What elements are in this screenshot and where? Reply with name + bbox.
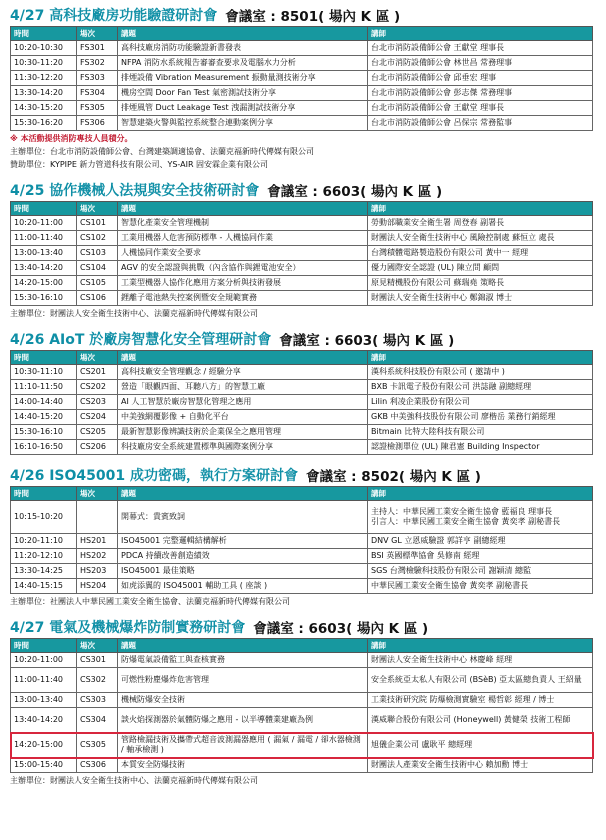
table-row bbox=[11, 693, 593, 708]
table-row bbox=[11, 261, 593, 276]
seminar-room: 會議室 : 6603( 場內 K 區 ) bbox=[253, 620, 429, 637]
session-time: 15:30-16:20 bbox=[11, 116, 77, 131]
session-time: 10:15-10:20 bbox=[11, 501, 77, 534]
table-row bbox=[11, 549, 593, 564]
session-time: 13:40-14:20 bbox=[11, 261, 77, 276]
session-topic: 最新智慧影像辨識技術於企業保全之應用管理 bbox=[118, 425, 368, 440]
table-row bbox=[11, 56, 593, 71]
header-topic: 講題 bbox=[118, 27, 368, 41]
seminar-title: 4/25 協作機械人法規與安全技術研討會 bbox=[10, 182, 260, 199]
session-code: CS206 bbox=[77, 440, 118, 455]
session-time: 13:40-14:20 bbox=[11, 708, 77, 733]
session-speaker: 台北市消防設備師公會 邱垂宏 理事 bbox=[368, 71, 593, 86]
table-header-row bbox=[11, 202, 593, 216]
session-topic: 工業用機器人危害預防標準 - 人機協同作業 bbox=[118, 231, 368, 246]
session-time: 10:20-11:00 bbox=[11, 653, 77, 668]
session-topic: 可燃性粉塵爆炸危害管理 bbox=[118, 668, 368, 693]
header-speaker: 講師 bbox=[368, 27, 593, 41]
session-code: CS104 bbox=[77, 261, 118, 276]
header-time: 時間 bbox=[11, 27, 77, 41]
session-time: 13:30-14:20 bbox=[11, 86, 77, 101]
session-speaker: SGS 台灣檢驗科技股份有限公司 謝穎清 總監 bbox=[368, 564, 593, 579]
table-row bbox=[11, 410, 593, 425]
session-speaker: GKB 中美強科技股份有限公司 廖楷岳 業務行銷經理 bbox=[368, 410, 593, 425]
session-time: 11:10-11:50 bbox=[11, 380, 77, 395]
seminar-section bbox=[10, 463, 596, 607]
schedule-table bbox=[10, 350, 593, 455]
seminar-heading bbox=[10, 178, 596, 201]
session-code: CS201 bbox=[77, 365, 118, 380]
session-time: 10:20-10:30 bbox=[11, 41, 77, 56]
session-time: 13:30-14:25 bbox=[11, 564, 77, 579]
session-speaker: 安全系統亞太私人有限公司 (BSèB) 亞太區總負責人 王紹量 bbox=[368, 668, 593, 693]
session-code bbox=[77, 501, 118, 534]
session-code: CS102 bbox=[77, 231, 118, 246]
session-speaker: 勞動部職業安全衛生署 周登春 副署長 bbox=[368, 216, 593, 231]
session-code: FS306 bbox=[77, 116, 118, 131]
header-code: 場次 bbox=[77, 351, 118, 365]
header-topic: 講題 bbox=[118, 639, 368, 653]
session-code: HS204 bbox=[77, 579, 118, 594]
table-row bbox=[11, 425, 593, 440]
table-row bbox=[11, 276, 593, 291]
header-topic: 講題 bbox=[118, 202, 368, 216]
seminar-title: 4/27 高科技廠房功能驗證研討會 bbox=[10, 7, 218, 24]
session-topic: 防爆電氣設備監工與查核實務 bbox=[118, 653, 368, 668]
session-topic: PDCA 持續改善創造績效 bbox=[118, 549, 368, 564]
session-code: CS103 bbox=[77, 246, 118, 261]
session-time: 15:30-16:10 bbox=[11, 425, 77, 440]
schedule-table bbox=[10, 26, 593, 131]
header-speaker: 講師 bbox=[368, 487, 593, 501]
session-time: 15:00-15:40 bbox=[11, 758, 77, 773]
session-code: CS204 bbox=[77, 410, 118, 425]
seminar-section bbox=[10, 3, 596, 170]
session-topic: 機房空間 Door Fan Test 氣密測試技術分享 bbox=[118, 86, 368, 101]
table-row bbox=[11, 579, 593, 594]
session-topic: 智慧化產業安全管理機制 bbox=[118, 216, 368, 231]
seminar-heading bbox=[10, 3, 596, 26]
session-topic: 開幕式：貴賓致詞 bbox=[118, 501, 368, 534]
table-row bbox=[11, 708, 593, 733]
session-topic: 工業型機器人協作化應用方案分析與技術發展 bbox=[118, 276, 368, 291]
session-time: 10:30-11:10 bbox=[11, 365, 77, 380]
header-speaker: 講師 bbox=[368, 639, 593, 653]
session-speaker: 台北市消防設備師公會 林世昌 常務理事 bbox=[368, 56, 593, 71]
session-time: 10:20-11:00 bbox=[11, 216, 77, 231]
seminar-title: 4/26 AIoT 於廠房智慧化安全管理研討會 bbox=[10, 331, 272, 348]
session-speaker: 財團法人安全衛生技術中心 林慶峰 經理 bbox=[368, 653, 593, 668]
session-code: CS303 bbox=[77, 693, 118, 708]
session-code: FS304 bbox=[77, 86, 118, 101]
session-code: CS205 bbox=[77, 425, 118, 440]
session-topic: 營造「眼觀四面、耳聽八方」的智慧工廠 bbox=[118, 380, 368, 395]
header-code: 場次 bbox=[77, 202, 118, 216]
seminar-section bbox=[10, 327, 596, 455]
session-code: FS302 bbox=[77, 56, 118, 71]
seminar-heading bbox=[10, 327, 596, 350]
seminar-room: 會議室 : 8501( 場內 K 區 ) bbox=[225, 8, 401, 25]
session-speaker: 財團法人產業安全衛生技術中心 賴加勳 博士 bbox=[368, 758, 593, 773]
session-time: 14:20-15:00 bbox=[11, 276, 77, 291]
table-header-row bbox=[11, 639, 593, 653]
seminar-title: 4/27 電氣及機械爆炸防制實務研討會 bbox=[10, 619, 246, 636]
seminar-heading bbox=[10, 463, 596, 486]
session-speaker: 財團法人安全衛生技術中心 鄭錦淑 博士 bbox=[368, 291, 593, 306]
seminar-title: 4/26 ISO45001 成功密碼，執行方案研討會 bbox=[10, 467, 298, 484]
session-time: 14:00-14:40 bbox=[11, 395, 77, 410]
table-row bbox=[11, 86, 593, 101]
table-header-row bbox=[11, 487, 593, 501]
header-code: 場次 bbox=[77, 639, 118, 653]
table-header-row bbox=[11, 351, 593, 365]
session-topic: 高科技廠安全管理觀念 / 經驗分享 bbox=[118, 365, 368, 380]
table-row bbox=[11, 733, 593, 758]
session-time: 14:40-15:15 bbox=[11, 579, 77, 594]
session-topic: 管路檢漏技術及攜帶式超音波測漏器應用 ( 漏氣 / 漏電 / 卻水器檢測 / 軸承檢測 ) bbox=[118, 733, 368, 758]
session-time: 16:10-16:50 bbox=[11, 440, 77, 455]
header-topic: 講題 bbox=[118, 351, 368, 365]
header-speaker: 講師 bbox=[368, 202, 593, 216]
session-topic: 本質安全防爆技術 bbox=[118, 758, 368, 773]
session-code: HS203 bbox=[77, 564, 118, 579]
session-time: 14:20-15:00 bbox=[11, 733, 77, 758]
session-topic: NFPA 消防水系統報告審審查要求及電腦水力分析 bbox=[118, 56, 368, 71]
table-row bbox=[11, 564, 593, 579]
session-time: 11:30-12:20 bbox=[11, 71, 77, 86]
organizer-note: 主辦單位：台北市消防設備師公會、台灣建築調適協會、法蘭克福新時代傳媒有限公司 bbox=[10, 147, 314, 156]
session-speaker: 漢威聯合股份有限公司 (Honeywell) 黃健榮 技術工程師 bbox=[368, 708, 593, 733]
session-code: CS106 bbox=[77, 291, 118, 306]
session-code: HS202 bbox=[77, 549, 118, 564]
session-code: CS202 bbox=[77, 380, 118, 395]
header-time: 時間 bbox=[11, 487, 77, 501]
table-row bbox=[11, 116, 593, 131]
session-speaker: 台灣積體電路製造股份有限公司 黃中一 經理 bbox=[368, 246, 593, 261]
session-time: 13:00-13:40 bbox=[11, 246, 77, 261]
session-topic: 中美強網覆影像 + 自動化平台 bbox=[118, 410, 368, 425]
seminar-room: 會議室 : 8502( 場內 K 區 ) bbox=[305, 468, 481, 485]
session-time: 11:20-12:10 bbox=[11, 549, 77, 564]
table-row bbox=[11, 534, 593, 549]
session-time: 14:30-15:20 bbox=[11, 101, 77, 116]
session-code: CS306 bbox=[77, 758, 118, 773]
table-row bbox=[11, 41, 593, 56]
table-row bbox=[11, 653, 593, 668]
session-speaker: 中華民國工業安全衛生協會 黃奕孝 副秘書長 bbox=[368, 579, 593, 594]
session-topic: ISO45001 完整邏輯結構解析 bbox=[118, 534, 368, 549]
session-code: FS303 bbox=[77, 71, 118, 86]
session-speaker: 台北市消防設備師公會 王獻堂 理事長 bbox=[368, 101, 593, 116]
table-row bbox=[11, 216, 593, 231]
session-code: HS201 bbox=[77, 534, 118, 549]
header-time: 時間 bbox=[11, 351, 77, 365]
table-row bbox=[11, 380, 593, 395]
session-speaker: DNV GL 立恩威驗證 郭詳亨 副總經理 bbox=[368, 534, 593, 549]
organizer-note: 主辦單位：財團法人安全衛生技術中心、法蘭克福新時代傳媒有限公司 bbox=[10, 309, 258, 318]
session-speaker: 認證檢測單位 (UL) 陳君憲 Building Inspector bbox=[368, 440, 593, 455]
session-speaker: 原見精機股份有限公司 蘇瑞堯 策略長 bbox=[368, 276, 593, 291]
session-topic: 智慧建築火警與監控系統整合連動案例分享 bbox=[118, 116, 368, 131]
organizer-note: 主辦單位：財團法人安全衛生技術中心、法蘭克福新時代傳媒有限公司 bbox=[10, 776, 258, 785]
table-row bbox=[11, 246, 593, 261]
table-row bbox=[11, 101, 593, 116]
session-code: CS302 bbox=[77, 668, 118, 693]
session-time: 15:30-16:10 bbox=[11, 291, 77, 306]
session-time: 11:00-11:40 bbox=[11, 231, 77, 246]
session-topic: 談火焰探測器於氣體防爆之應用 - 以半導體業建廠為例 bbox=[118, 708, 368, 733]
header-speaker: 講師 bbox=[368, 351, 593, 365]
schedule-table bbox=[10, 201, 593, 306]
session-topic: AGV 的安全認證與挑戰（內含協作與鋰電池安全） bbox=[118, 261, 368, 276]
session-topic: 人機協同作業安全要求 bbox=[118, 246, 368, 261]
seminar-section bbox=[10, 615, 596, 786]
seminar-room: 會議室 : 6603( 場內 K 區 ) bbox=[267, 183, 443, 200]
table-row bbox=[11, 291, 593, 306]
session-speaker: 旭儀企業公司 盧耿平 總經理 bbox=[368, 733, 593, 758]
session-code: CS203 bbox=[77, 395, 118, 410]
session-speaker: 主持人：中華民國工業安全衛生協會 藍福良 理事長 引言人：中華民國工業安全衛生協會 黃奕孝 副秘書長 bbox=[368, 501, 593, 534]
seminar-room: 會議室 : 6603( 場內 K 區 ) bbox=[279, 332, 455, 349]
table-row bbox=[11, 395, 593, 410]
table-row bbox=[11, 365, 593, 380]
session-topic: 排煙設備 Vibration Measurement 振動量測技術分享 bbox=[118, 71, 368, 86]
header-topic: 講題 bbox=[118, 487, 368, 501]
seminar-heading bbox=[10, 615, 596, 638]
table-row bbox=[11, 71, 593, 86]
session-code: FS301 bbox=[77, 41, 118, 56]
session-time: 11:00-11:40 bbox=[11, 668, 77, 693]
session-topic: 如虎添翼的 ISO45001 輔助工具 ( 座談 ) bbox=[118, 579, 368, 594]
session-speaker: 工業技術研究院 防爆檢測實驗室 楊哲彰 經理 / 博士 bbox=[368, 693, 593, 708]
header-time: 時間 bbox=[11, 202, 77, 216]
table-row bbox=[11, 231, 593, 246]
session-topic: 科技廠房安全系統建置標準與國際案例分享 bbox=[118, 440, 368, 455]
session-speaker: Lilin 利凌企業股份有限公司 bbox=[368, 395, 593, 410]
session-speaker: Bitmain 比特大陸科技有限公司 bbox=[368, 425, 593, 440]
session-code: CS101 bbox=[77, 216, 118, 231]
session-code: CS305 bbox=[77, 733, 118, 758]
table-row bbox=[11, 668, 593, 693]
schedule-table bbox=[10, 638, 593, 773]
session-speaker: 台北市消防設備師公會 呂保宗 常務監事 bbox=[368, 116, 593, 131]
session-speaker: 漢科系統科技股份有限公司 ( 邀請中 ) bbox=[368, 365, 593, 380]
session-topic: ISO45001 最佳策略 bbox=[118, 564, 368, 579]
session-topic: AI 人工智慧於廠房智慧化管理之應用 bbox=[118, 395, 368, 410]
header-code: 場次 bbox=[77, 487, 118, 501]
session-speaker: BSI 英國標準協會 吳修南 經理 bbox=[368, 549, 593, 564]
organizer-note: 主辦單位：社團法人中華民國工業安全衛生協會、法蘭克福新時代傳媒有限公司 bbox=[10, 597, 290, 606]
schedule-table bbox=[10, 486, 593, 594]
session-time: 13:00-13:40 bbox=[11, 693, 77, 708]
session-time: 10:20-11:10 bbox=[11, 534, 77, 549]
organizer-note: 贊助單位：KYPIPE 新力管道科技有限公司、YS-AIR 固安霖企業有限公司 bbox=[10, 160, 269, 169]
session-code: FS305 bbox=[77, 101, 118, 116]
table-row bbox=[11, 440, 593, 455]
session-topic: 鋰離子電池熱失控案例暨安全規範實務 bbox=[118, 291, 368, 306]
table-row bbox=[11, 501, 593, 534]
seminar-section bbox=[10, 178, 596, 319]
session-speaker: 財團法人安全衛生技術中心 風險控制處 蘇恒立 處長 bbox=[368, 231, 593, 246]
session-topic: 機械防爆安全技術 bbox=[118, 693, 368, 708]
header-time: 時間 bbox=[11, 639, 77, 653]
session-speaker: 台北市消防設備師公會 王獻堂 理事長 bbox=[368, 41, 593, 56]
table-row bbox=[11, 758, 593, 773]
session-topic: 排煙風管 Duct Leakage Test 洩漏測試技術分享 bbox=[118, 101, 368, 116]
session-speaker: 優力國際安全認證 (UL) 陳立問 顧問 bbox=[368, 261, 593, 276]
session-time: 14:40-15:20 bbox=[11, 410, 77, 425]
session-topic: 高科技廠房消防功能驗證新書發表 bbox=[118, 41, 368, 56]
table-header-row bbox=[11, 27, 593, 41]
session-time: 10:30-11:20 bbox=[11, 56, 77, 71]
session-speaker: 台北市消防設備師公會 彭志傑 常務理事 bbox=[368, 86, 593, 101]
session-code: CS105 bbox=[77, 276, 118, 291]
organizer-note: ※ 本活動提供消防專技人員積分。 bbox=[10, 134, 133, 143]
header-code: 場次 bbox=[77, 27, 118, 41]
session-code: CS304 bbox=[77, 708, 118, 733]
session-code: CS301 bbox=[77, 653, 118, 668]
session-speaker: BXB 卡訊電子股份有限公司 洪誌融 副總經理 bbox=[368, 380, 593, 395]
